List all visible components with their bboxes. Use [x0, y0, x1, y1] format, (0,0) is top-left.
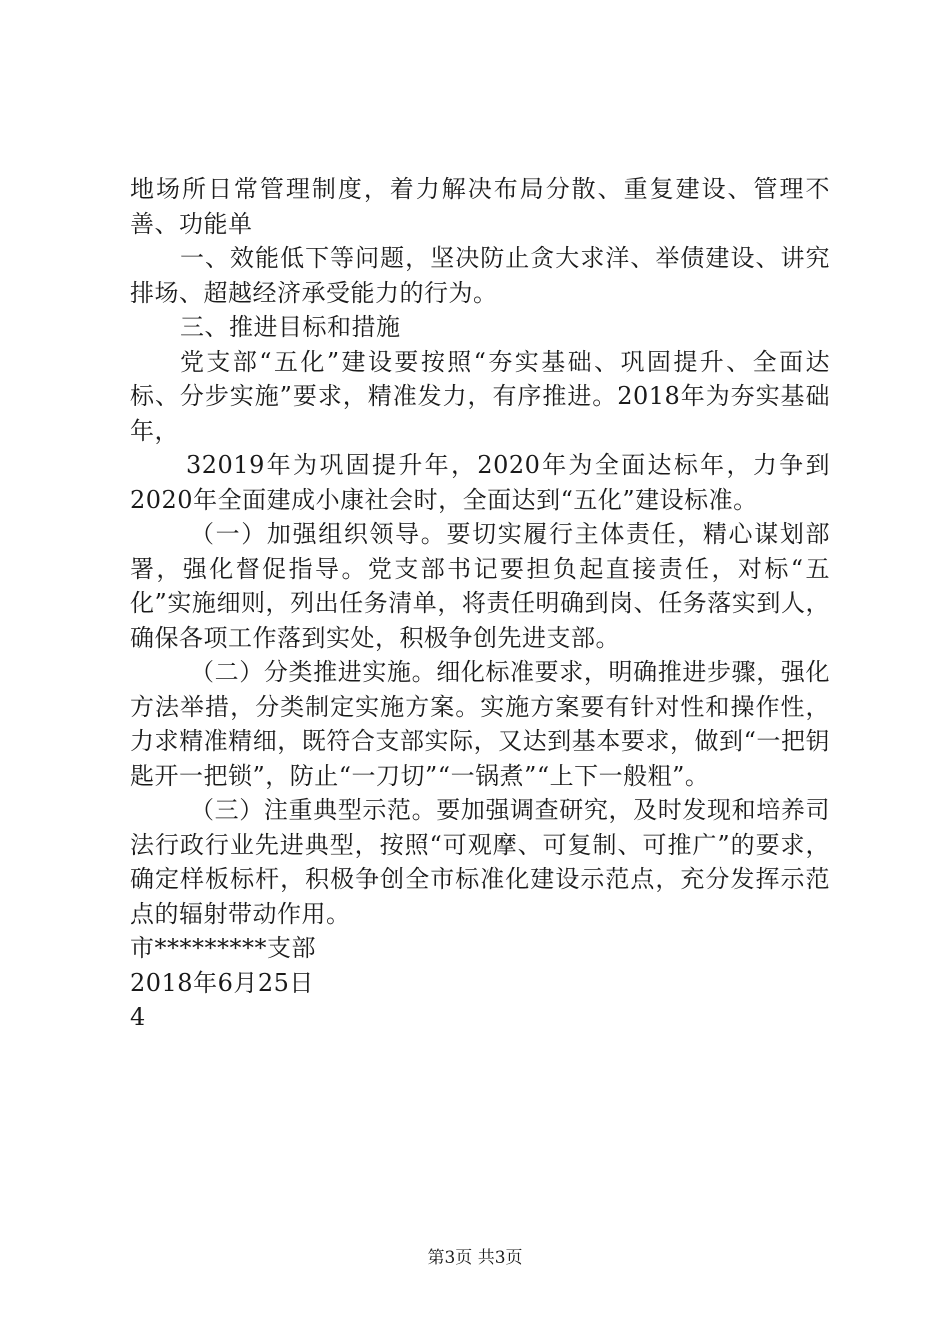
paragraph-intro: 党支部“五化”建设要按照“夯实基础、巩固提升、全面达标、分步实施”要求，精准发力，有序推进。2018年为夯实基础年，	[130, 347, 830, 445]
document-body	[130, 172, 830, 1035]
paragraph-continuation: 地场所日常管理制度，着力解决布局分散、重复建设、管理不善、功能单	[130, 175, 830, 238]
paragraph-measure-three: （三）注重典型示范。要加强调查研究，及时发现和培养司法行政行业先进典型，按照“可观摩、可复制、可推广”的要求，确定样板标杆，积极争创全市标准化建设示范点，充分发挥示范点的辐射带动作用。	[130, 796, 830, 928]
page-marker: 4	[130, 1003, 146, 1031]
date-line: 2018年6月25日	[130, 968, 314, 997]
paragraph-measure-two: （二）分类推进实施。细化标准要求，明确推进步骤，强化方法举措，分类制定实施方案。实施方案要有针对性和操作性，力求精准精细，既符合支部实际，又达到基本要求，做到“一把钥匙开一把锁”，防止“一刀切”“一锅煮”“上下一般粗”。	[130, 658, 830, 790]
paragraph-item-one: 一、效能低下等问题，坚决防止贪大求洋、举债建设、讲究排场、超越经济承受能力的行为。	[130, 244, 830, 307]
paragraph-years: 32019年为巩固提升年，2020年为全面达标年，力争到2020年全面建成小康社会时，全面达到“五化”建设标准。	[130, 451, 830, 514]
signature-line: 市*********支部	[130, 934, 316, 962]
section-heading: 三、推进目标和措施	[180, 313, 401, 341]
page-footer: 第3页 共3页	[427, 1248, 523, 1268]
paragraph-measure-one: （一）加强组织领导。要切实履行主体责任，精心谋划部署，强化督促指导。党支部书记要担负起直接责任，对标“五化”实施细则，列出任务清单，将责任明确到岗、任务落实到人，确保各项工作落到实处，积极争创先进支部。	[130, 520, 830, 652]
